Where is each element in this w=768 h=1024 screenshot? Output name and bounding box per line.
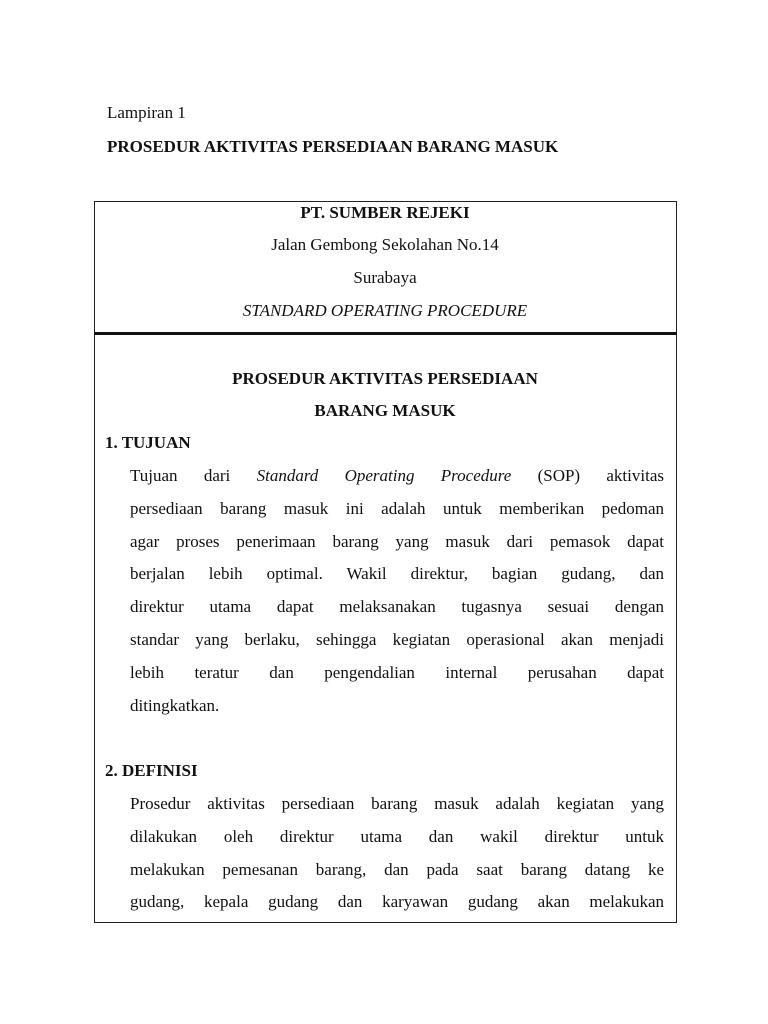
header-divider <box>94 332 677 335</box>
company-name: PT. SUMBER REJEKI <box>300 203 470 222</box>
paragraph-line: agar proses penerimaan barang yang masuk dari pemasok dapat <box>130 531 664 551</box>
document-title: PROSEDUR AKTIVITAS PERSEDIAAN BARANG MASUK <box>107 137 559 156</box>
section-title-line-2: BARANG MASUK <box>314 401 456 420</box>
attachment-label: Lampiran 1 <box>107 103 186 122</box>
doc-type: STANDARD OPERATING PROCEDURE <box>242 301 528 320</box>
paragraph-line: Prosedur aktivitas persediaan barang masuk adalah kegiatan yang <box>130 794 664 813</box>
company-city: Surabaya <box>353 268 417 287</box>
paragraph-line: melakukan pemesanan barang, dan pada saat barang datang ke <box>130 859 664 879</box>
section-heading: 2. DEFINISI <box>105 761 198 780</box>
paragraph-line: Tujuan dari Standard Operating Procedure (SOP) aktivitas <box>130 466 664 485</box>
paragraph-line: persediaan barang masuk ini adalah untuk memberikan pedoman <box>130 498 664 518</box>
paragraph-line: lebih teratur dan pengendalian internal perusahan dapat <box>130 662 664 682</box>
paragraph-line: standar yang berlaku, sehingga kegiatan operasional akan menjadi <box>130 630 664 649</box>
paragraph-line: berjalan lebih optimal. Wakil direktur, bagian gudang, dan <box>130 564 664 584</box>
paragraph-line: ditingkatkan. <box>130 695 220 715</box>
paragraph-line: gudang, kepala gudang dan karyawan gudang akan melakukan <box>130 892 664 912</box>
section-title-line-1: PROSEDUR AKTIVITAS PERSEDIAAN <box>232 369 538 388</box>
paragraph-line: direktur utama dapat melaksanakan tugasnya sesuai dengan <box>130 597 664 617</box>
paragraph-line: dilakukan oleh direktur utama dan wakil direktur untuk <box>130 826 664 846</box>
section-heading: 1. TUJUAN <box>105 433 191 452</box>
company-address: Jalan Gembong Sekolahan No.14 <box>271 235 499 254</box>
